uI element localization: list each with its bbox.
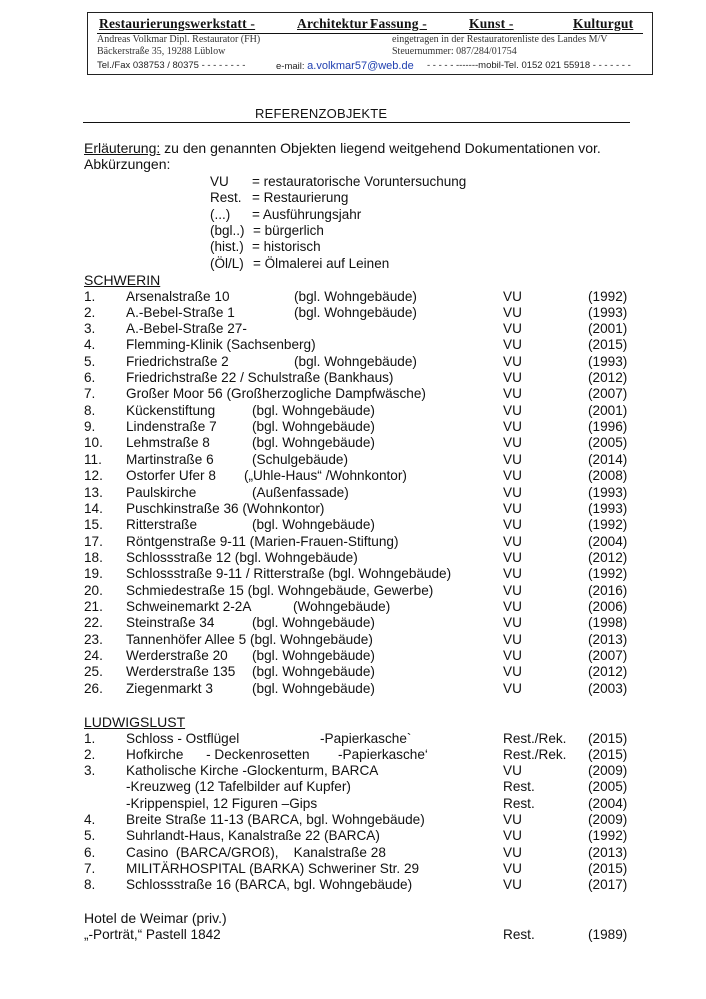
list-item-cell: VU: [503, 468, 522, 483]
letterhead-name: Andreas Volkmar Dipl. Restaurator (FH): [97, 34, 261, 45]
list-item: [0, 501, 706, 517]
list-item: [0, 681, 706, 697]
list-item-cell: VU: [503, 534, 522, 549]
list-item-cell: 24.: [84, 648, 103, 663]
list-item-cell: VU: [503, 599, 522, 614]
list-item-cell: 21.: [84, 599, 103, 614]
list-item-cell: Tannenhöfer Allee 5 (bgl. Wohngebäude): [126, 632, 373, 647]
list-item-cell: -Papierkasche`: [320, 731, 412, 746]
page-title: REFERENZOBJEKTE: [255, 106, 388, 121]
list-item-cell: Lindenstraße 7: [126, 419, 217, 434]
list-item-cell: Rest.: [503, 796, 535, 811]
hotel-item-type: Rest.: [503, 927, 535, 942]
list-item: [0, 599, 706, 615]
list-item-cell: 14.: [84, 501, 103, 516]
list-item-cell: 6.: [84, 370, 96, 385]
list-item-cell: Paulskirche: [126, 485, 197, 500]
title-divider: [83, 122, 630, 123]
list-item-cell: (bgl. Wohngebäude): [294, 305, 417, 320]
list-item-cell: Casino (BARCA/GROß), Kanalstraße 28: [126, 845, 386, 860]
list-item-cell: (2015): [588, 747, 628, 762]
section-heading-schwerin: SCHWERIN: [84, 272, 161, 288]
abbr-key: (hist.): [210, 239, 244, 254]
list-item: [0, 583, 706, 599]
list-item-cell: Breite Straße 11-13 (BARCA, bgl. Wohngebäude): [126, 812, 425, 827]
list-item: [0, 763, 706, 779]
list-item-cell: Rest./Rek.: [503, 747, 567, 762]
letterhead-title: [97, 16, 643, 34]
list-item-cell: MILITÄRHOSPITAL (BARKA) Schweriner Str. 29: [126, 861, 420, 876]
list-item-cell: Werderstraße 20: [126, 648, 228, 663]
list-item-cell: 5.: [84, 354, 96, 369]
list-item-cell: Hofkirche - Deckenrosetten: [126, 747, 310, 762]
list-item: [0, 812, 706, 828]
list-item-cell: Großer Moor 56 (Großherzogliche Dampfwäsche): [126, 386, 426, 401]
list-item-cell: Schlossstraße 12 (bgl. Wohngebäude): [126, 550, 358, 565]
list-item-cell: -Papierkasche‘: [338, 747, 428, 762]
list-item-cell: (2015): [588, 731, 628, 746]
list-item-cell: (2016): [588, 583, 628, 598]
list-item-cell: VU: [503, 681, 522, 696]
list-item-cell: Katholische Kirche -Glockenturm, BARCA: [126, 763, 379, 778]
list-item-cell: 11.: [84, 452, 102, 467]
list-item-cell: 20.: [84, 583, 103, 598]
email-label: e-mail:: [276, 61, 305, 72]
list-item-cell: (2004): [588, 796, 628, 811]
explanation-label: Erläuterung:: [84, 140, 161, 156]
list-item: [0, 354, 706, 370]
list-item-cell: 7.: [84, 861, 96, 876]
list-item-cell: VU: [503, 419, 522, 434]
list-item-cell: 1.: [84, 731, 96, 746]
list-item: [0, 305, 706, 321]
list-item-cell: VU: [503, 877, 522, 892]
list-item: [0, 796, 706, 812]
list-item-cell: (2013): [588, 845, 628, 860]
list-item-cell: 22.: [84, 615, 103, 630]
list-item: [0, 877, 706, 893]
list-item-cell: (2001): [588, 403, 628, 418]
letterhead: [87, 12, 653, 75]
list-item: [0, 615, 706, 631]
list-item-cell: 8.: [84, 403, 96, 418]
abbr-value: = Restaurierung: [252, 190, 349, 205]
list-item-cell: Rest./Rek.: [503, 731, 567, 746]
list-item: [0, 779, 706, 795]
list-item-cell: 7.: [84, 386, 96, 401]
list-item-cell: (Wohngebäude): [293, 599, 391, 614]
list-item-cell: (2012): [588, 370, 628, 385]
list-item: [0, 321, 706, 337]
list-item-cell: (Schulgebäude): [252, 452, 348, 467]
letterhead-mobile: - - - - - -------mobil-Tel. 0152 021 55918 - - - - - - -: [427, 60, 631, 71]
list-item-cell: Flemming-Klinik (Sachsenberg): [126, 337, 316, 352]
list-item: [0, 485, 706, 501]
list-item-cell: (2015): [588, 861, 628, 876]
list-item-cell: Kückenstiftung: [126, 403, 216, 418]
list-item-cell: 23.: [84, 632, 103, 647]
abbr-value: = Ölmalerei auf Leinen: [253, 256, 390, 271]
list-item-cell: Ziegenmarkt 3: [126, 681, 213, 696]
list-item: [0, 289, 706, 305]
list-item-cell: Friedrichstraße 22 / Schulstraße (Bankhaus): [126, 370, 394, 385]
list-item-cell: (2014): [588, 452, 628, 467]
abbreviations-heading: Abkürzungen:: [84, 156, 171, 172]
list-item-cell: A.-Bebel-Straße 1: [126, 305, 235, 320]
list-item-cell: 1.: [84, 289, 96, 304]
list-item-cell: VU: [503, 305, 522, 320]
list-item-cell: 3.: [84, 763, 96, 778]
list-item-cell: VU: [503, 845, 522, 860]
list-item-cell: Schmiedestraße 15 (bgl. Wohngebäude, Gewerbe): [126, 583, 434, 598]
list-item-cell: Schlossstraße 16 (BARCA, bgl. Wohngebäude): [126, 877, 413, 892]
list-item: [0, 632, 706, 648]
list-item-cell: 19.: [84, 566, 103, 581]
letterhead-register: eingetragen in der Restauratorenliste des Landes M/V: [392, 34, 608, 45]
abbr-key: VU: [210, 174, 229, 189]
list-item-cell: Martinstraße 6: [126, 452, 214, 467]
letterhead-tel-fax: Tel./Fax 038753 / 80375 - - - - - - - -: [97, 60, 246, 71]
list-item-cell: VU: [503, 403, 522, 418]
list-item-cell: (2013): [588, 632, 628, 647]
list-item-cell: VU: [503, 517, 522, 532]
list-item-cell: VU: [503, 354, 522, 369]
list-item-cell: (2017): [588, 877, 628, 892]
list-item-cell: VU: [503, 321, 522, 336]
list-item: [0, 468, 706, 484]
abbr-value: = Ausführungsjahr: [252, 207, 362, 222]
list-item-cell: („Uhle-Haus“ /Wohnkontor): [244, 468, 407, 483]
letterhead-address: Bäckerstraße 35, 19288 Lüblow: [97, 46, 226, 57]
list-item-cell: (Außenfassade): [252, 485, 349, 500]
list-item: [0, 664, 706, 680]
list-item-cell: (bgl. Wohngebäude): [252, 517, 375, 532]
list-item-cell: Röntgenstraße 9-11 (Marien-Frauen-Stiftung): [126, 534, 399, 549]
list-item-cell: VU: [503, 632, 522, 647]
list-item-cell: (2004): [588, 534, 628, 549]
list-item-cell: VU: [503, 337, 522, 352]
list-item-cell: Schweinemarkt 2-2A: [126, 599, 252, 614]
list-item-cell: Schloss - Ostflügel: [126, 731, 240, 746]
list-item: [0, 747, 706, 763]
abbr-key: Rest.: [210, 190, 242, 205]
list-item-cell: (2007): [588, 386, 628, 401]
list-item: [0, 435, 706, 451]
list-item-cell: Ritterstraße: [126, 517, 198, 532]
list-item-cell: (2012): [588, 550, 628, 565]
list-item: [0, 861, 706, 877]
list-item-cell: (2009): [588, 812, 628, 827]
list-item-cell: 10.: [84, 435, 103, 450]
list-item-cell: 9.: [84, 419, 96, 434]
abbr-value: = restauratorische Voruntersuchung: [252, 174, 467, 189]
list-item-cell: VU: [503, 566, 522, 581]
list-item-cell: (2003): [588, 681, 628, 696]
list-item-cell: 5.: [84, 828, 96, 843]
list-item-cell: 4.: [84, 812, 96, 827]
list-item: [0, 566, 706, 582]
explanation: [84, 140, 601, 156]
list-item-cell: VU: [503, 289, 522, 304]
list-item: [0, 337, 706, 353]
list-item-cell: (bgl. Wohngebäude): [252, 615, 375, 630]
list-item-cell: (bgl. Wohngebäude): [252, 419, 375, 434]
list-item-cell: -Kreuzweg (12 Tafelbilder auf Kupfer): [126, 779, 351, 794]
explanation-text: zu den genannten Objekten liegend weitgehend Dokumentationen vor.: [160, 140, 601, 156]
list-item-cell: 3.: [84, 321, 96, 336]
list-item-cell: VU: [503, 583, 522, 598]
list-item-cell: 26.: [84, 681, 103, 696]
list-item-cell: VU: [503, 648, 522, 663]
letterhead-title-kulturgut: Kulturgut: [573, 16, 634, 31]
list-item-cell: (bgl. Wohngebäude): [252, 403, 375, 418]
list-item-cell: (1992): [588, 517, 628, 532]
list-item-cell: VU: [503, 501, 522, 516]
list-item-cell: (1996): [588, 419, 628, 434]
list-item-cell: VU: [503, 828, 522, 843]
list-item-cell: 25.: [84, 664, 103, 679]
letterhead-title-architecture: Architektur -: [297, 16, 376, 31]
list-item-cell: 17.: [84, 534, 103, 549]
list-item-cell: 12.: [84, 468, 103, 483]
list-item-cell: (1993): [588, 354, 628, 369]
abbr-key: (...): [210, 207, 231, 222]
list-item-cell: (bgl. Wohngebäude): [294, 289, 417, 304]
list-item-cell: VU: [503, 812, 522, 827]
list-item-cell: 15.: [84, 517, 103, 532]
list-item: [0, 386, 706, 402]
list-item-cell: Puschkinstraße 36 (Wohnkontor): [126, 501, 325, 516]
list-item-cell: (2005): [588, 779, 628, 794]
abbr-value: = historisch: [252, 239, 321, 254]
list-item-cell: VU: [503, 763, 522, 778]
hotel-item-name: „-Porträt,“ Pastell 1842: [84, 927, 221, 942]
list-item-cell: (2006): [588, 599, 628, 614]
email-link[interactable]: a.volkmar57@web.de: [307, 60, 414, 72]
hotel-item-year: (1989): [588, 927, 628, 942]
list-item-cell: 18.: [84, 550, 103, 565]
list-item: [0, 828, 706, 844]
list-item-cell: 8.: [84, 877, 96, 892]
list-item-cell: Friedrichstraße 2: [126, 354, 229, 369]
letterhead-title-kunst: Kunst -: [469, 16, 514, 31]
hotel-heading: Hotel de Weimar (priv.): [84, 910, 227, 926]
letterhead-tax-number: Steuernummer: 087/284/01754: [392, 46, 517, 57]
list-item: [0, 648, 706, 664]
abbr-value: = bürgerlich: [253, 223, 324, 238]
list-item-cell: (1998): [588, 615, 628, 630]
letterhead-title-fassung: Fassung -: [370, 16, 427, 31]
list-item-cell: VU: [503, 550, 522, 565]
list-item: [0, 731, 706, 747]
list-item-cell: 13.: [84, 485, 103, 500]
list-item-cell: Schlossstraße 9-11 / Ritterstraße (bgl. Wohngebäude): [126, 566, 452, 581]
list-item-cell: VU: [503, 386, 522, 401]
list-item-cell: Suhrlandt-Haus, Kanalstraße 22 (BARCA): [126, 828, 380, 843]
list-item-cell: (2005): [588, 435, 628, 450]
list-item-cell: 2.: [84, 747, 96, 762]
list-item: [0, 403, 706, 419]
list-item: [0, 534, 706, 550]
list-item-cell: (1992): [588, 828, 628, 843]
list-item-cell: -Krippenspiel, 12 Figuren –Gips: [126, 796, 318, 811]
list-item-cell: (1993): [588, 501, 628, 516]
list-item: [0, 370, 706, 386]
list-item-cell: Arsenalstraße 10: [126, 289, 230, 304]
list-item: [0, 550, 706, 566]
list-item: [0, 419, 706, 435]
list-item-cell: (bgl. Wohngebäude): [252, 435, 375, 450]
list-item: [0, 517, 706, 533]
list-item-cell: (1992): [588, 566, 628, 581]
letterhead-title-workshop: Restaurierungswerkstatt -: [99, 16, 256, 31]
list-item-cell: Lehmstraße 8: [126, 435, 210, 450]
list-item-cell: 6.: [84, 845, 96, 860]
list-item-cell: VU: [503, 452, 522, 467]
list-item-cell: VU: [503, 370, 522, 385]
list-item-cell: Rest.: [503, 779, 535, 794]
list-item: [0, 452, 706, 468]
list-item-cell: VU: [503, 861, 522, 876]
list-item-cell: (1993): [588, 485, 628, 500]
letterhead-email-block: [276, 60, 414, 72]
list-item-cell: (bgl. Wohngebäude): [252, 648, 375, 663]
list-item-cell: (2015): [588, 337, 628, 352]
list-item-cell: 4.: [84, 337, 96, 352]
list-item-cell: VU: [503, 485, 522, 500]
list-item-cell: Werderstraße 135: [126, 664, 236, 679]
list-item-cell: Ostorfer Ufer 8: [126, 468, 216, 483]
list-item-cell: VU: [503, 664, 522, 679]
list-item-cell: (1992): [588, 289, 628, 304]
list-item-cell: (2001): [588, 321, 628, 336]
list-item-cell: A.-Bebel-Straße 27-: [126, 321, 247, 336]
section-heading-ludwigslust: LUDWIGSLUST: [84, 714, 186, 730]
list-item-cell: (2008): [588, 468, 628, 483]
list-item-cell: (2007): [588, 648, 628, 663]
abbr-key: (bgl..): [210, 223, 245, 238]
list-item-cell: VU: [503, 615, 522, 630]
list-item-cell: (bgl. Wohngebäude): [294, 354, 417, 369]
list-item-cell: (2009): [588, 763, 628, 778]
hotel-item: [0, 927, 706, 943]
list-item-cell: (2012): [588, 664, 628, 679]
list-item-cell: (bgl. Wohngebäude): [252, 664, 375, 679]
list-item: [0, 845, 706, 861]
abbr-key: (Öl/L): [210, 256, 244, 271]
list-item-cell: (bgl. Wohngebäude): [252, 681, 375, 696]
list-item-cell: 2.: [84, 305, 96, 320]
list-item-cell: (1993): [588, 305, 628, 320]
list-item-cell: Steinstraße 34: [126, 615, 215, 630]
list-item-cell: VU: [503, 435, 522, 450]
